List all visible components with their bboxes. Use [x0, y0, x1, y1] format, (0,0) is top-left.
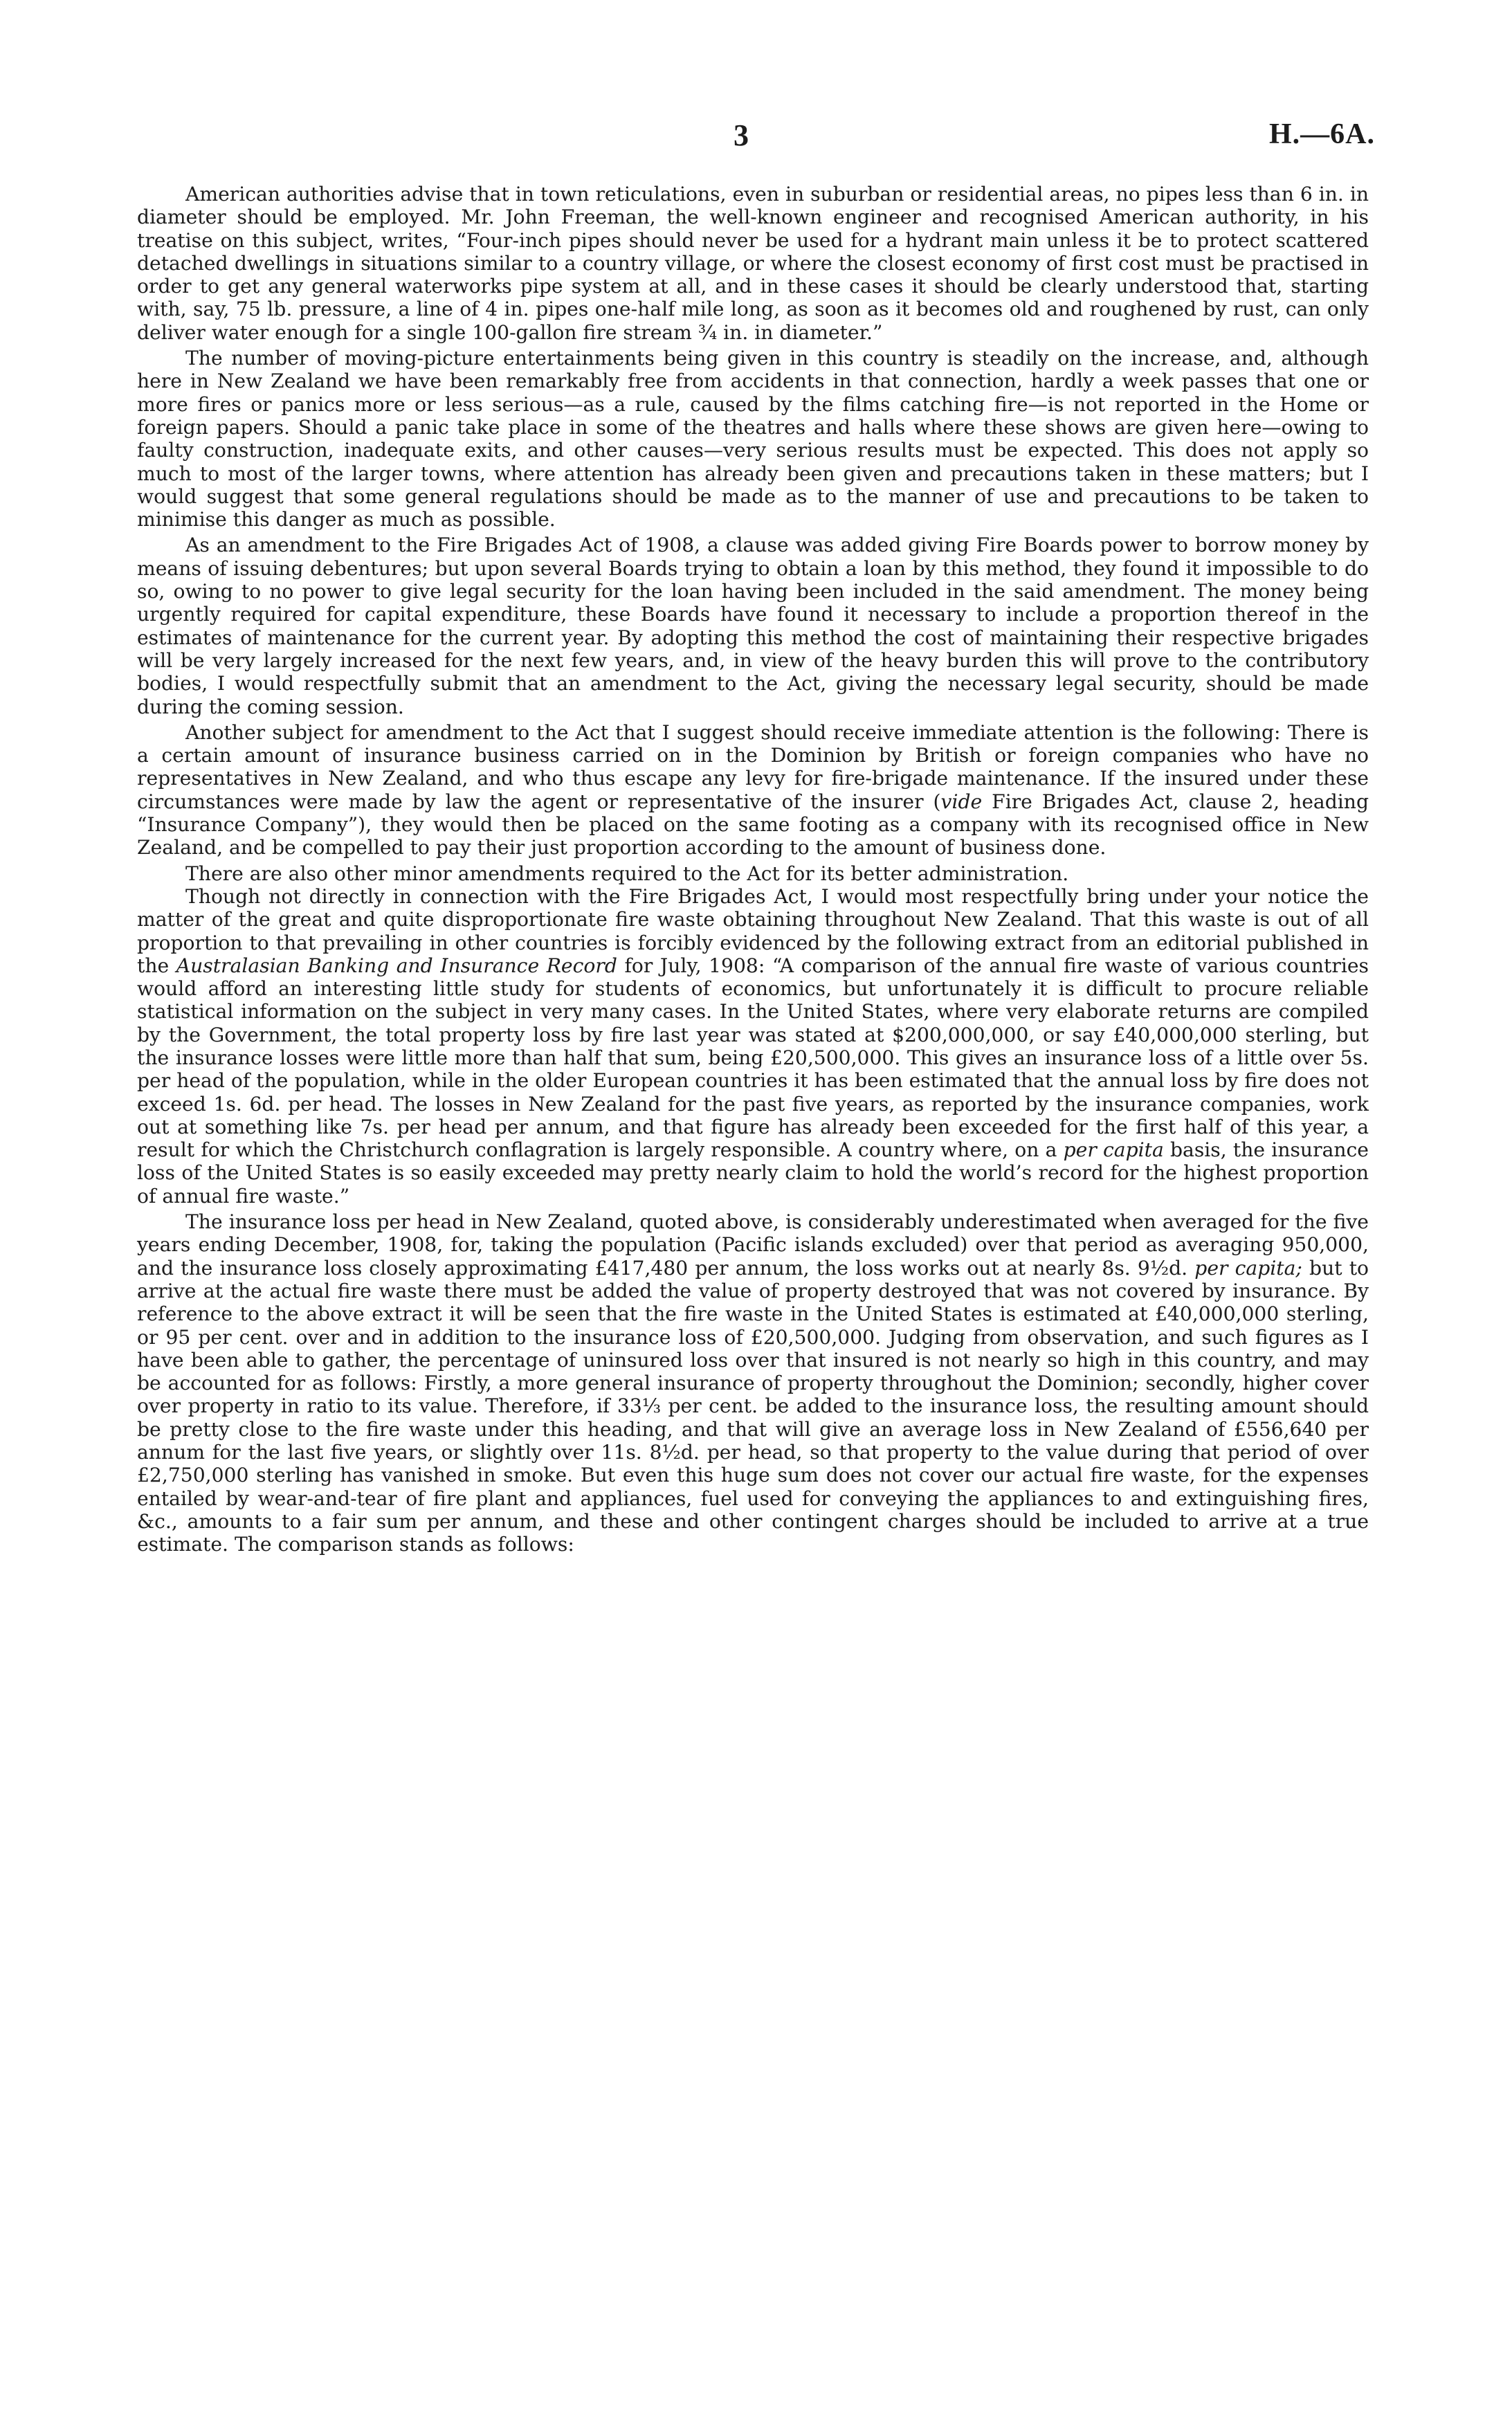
paragraph-text: for July, 1908: “A comparison of the annual fire waste of various countries would afford an interesting little study for students of economics, but unfortunately it is difficult to procure reliable statistical information on the subject in very many cases. In the United States, where very elaborate returns are compiled by the Government, the total property loss by fire last year was stated at $200,000,000, or say £40,000,000 sterling, but the insurance losses were little more than half that sum, being £20,500,000. This gives an insurance loss of a little over 5s. per head of the population, while in the older European countries it has been estimated that the annual loss by fire does not exceed 1s. 6d. per head. The losses in New Zealand for the past five years, as reported by the insurance companies, work out at something like 7s. per head per annum, and that figure has already been exceeded for the first half of this year, a result for which the Christchurch conflagration is largely responsible. A country where, on a	[137, 954, 1369, 1162]
paragraph-minor-amendments: There are also other minor amendments required to the Act for its better administration.	[185, 862, 1069, 885]
document-code: H.—6A.	[1269, 118, 1375, 150]
italic-per-capita: per capita	[1063, 1138, 1164, 1162]
paragraph-fire-waste	[137, 885, 1369, 1208]
paragraph-text: The insurance loss per head in New Zealand, quoted above, is considerably underestimated when averaged for the five years ending December, 1908, for, taking the population (Pacific islands excluded) over that period as averaging 950,000, and the insurance loss closely approximating £417,480 per annum, the loss works out at nearly 8s. 9½d.	[137, 1210, 1369, 1280]
italic-per-capita: per capita;	[1194, 1256, 1302, 1280]
paragraph-fire-mains: American authorities advise that in town reticulations, even in suburban or residential areas, no pipes less than 6 in. in diameter should be employed. Mr. John Freeman, the well-known engineer and recognised American authority, in his treatise on this subject, writes, “Four-inch pipes should never be used for a hydrant main unless it be to protect scattered detached dwellings in situations similar to a country village, or where the closest economy of first cost must be practised in order to get any general waterworks pipe system at all, and in these cases it should be clearly understood that, starting with, say, 75 lb. pressure, a line of 4 in. pipes one-half mile long, as soon as it becomes old and roughened by rust, can only deliver water enough for a single 100-gallon fire stream ¾ in. in diameter.”	[137, 183, 1369, 344]
paragraph-insurance-levy	[137, 721, 1369, 859]
paragraph-text: Another subject for amendment to the Act that I suggest should receive immediate attention is the following: There is a certain amount of insurance business carried on in the Dominion by British or foreign companies who have no representatives in New Zealand, and who thus escape any levy for fire-brigade maintenance. If the insured under these circumstances were made by law the agent or representative of the insurer (	[137, 720, 1369, 813]
document-body	[137, 183, 1369, 1559]
paragraph-debentures: As an amendment to the Fire Brigades Act of 1908, a clause was added giving Fire Boards power to borrow money by means of issuing debentures; but upon several Boards trying to obtain a loan by this method, they found it impossible to do so, owing to no power to give legal security for the loan having been included in the said amendment. The money being urgently required for capital expenditure, these Boards have found it necessary to include a proportion thereof in the estimates of maintenance for the current year. By adopting this method the cost of maintaining their respective brigades will be very largely increased for the next few years, and, in view of the heavy burden this will prove to the contributory bodies, I would respectfully submit that an amendment to the Act, giving the necessary legal security, should be made during the coming session.	[137, 534, 1369, 718]
paragraph-text: Though not directly in connection with the Fire Brigades Act, I would most respectfully bring under your notice the matter of the great and quite disproportionate fire waste obtaining throughout New Zealand. That this waste is out of all proportion to that prevailing in other countries is forcibly evidenced by the following extract from an editorial published in the	[137, 884, 1369, 977]
paragraph-text: but to arrive at the actual fire waste there must be added the value of property destroyed that was not covered by insurance. By reference to the above extract it will be seen that the fire waste in the United States is estimated at £40,000,000 sterling, or 95 per cent. over and in addition to the insurance loss of £20,500,000. Judging from observation, and such figures as I have been able to gather, the percentage of uninsured loss over that insured is not nearly so high in this country, and may be accounted for as follows: Firstly, a more general insurance of property throughout the Dominion; secondly, higher cover over property in ratio to its value. Therefore, if 33⅓ per cent. be added to the insurance loss, the resulting amount should be pretty close to the fire waste under this heading, and that will give an average loss in New Zealand of £556,640 per annum for the last five years, or slightly over 11s. 8½d. per head, so that property to the value during that period of over £2,750,000 sterling has vanished in smoke. But even this huge sum does not cover our actual fire waste, for the expenses entailed by wear-and-tear of fire plant and appliances, fuel used for conveying the appliances to and extinguishing fires, &c., amounts to a fair sum per annum, and these and other contingent charges should be included to arrive at a true estimate. The comparison stands as follows:	[137, 1256, 1369, 1556]
page-number: 3	[734, 118, 749, 152]
italic-vide: vide	[940, 790, 983, 813]
paragraph-text: Fire Brigades Act, clause 2, heading “Insurance Company”), they would then be placed on the same footing as a company with its recognised office in New Zealand, and be compelled to pay their just proportion according to the amount of business done.	[137, 790, 1369, 859]
paragraph-moving-pictures: The number of moving-picture entertainments being given in this country is steadily on the increase, and, although here in New Zealand we have been remarkably free from accidents in that connection, hardly a week passes that one or more fires or panics more or less serious—as a rule, caused by the films catching fire—is not reported in the Home or foreign papers. Should a panic take place in some of the theatres and halls where these shows are given here—owing to faulty construction, inadequate exits, and other causes—very serious results must be expected. This does not apply so much to most of the larger towns, where attention has already been given and precautions taken in these matters; but I would suggest that some general regulations should be made as to the manner of use and precautions to be taken to minimise this danger as much as possible.	[137, 347, 1369, 531]
paragraph-insurance-loss	[137, 1210, 1369, 1556]
paragraph-text: basis, the insurance loss of the United States is so easily exceeded may pretty nearly claim to hold the world’s record for the highest proportion of annual fire waste.”	[137, 1138, 1369, 1208]
page-header	[0, 118, 1512, 159]
italic-publication-title: Australasian Banking and Insurance Record	[176, 954, 617, 977]
